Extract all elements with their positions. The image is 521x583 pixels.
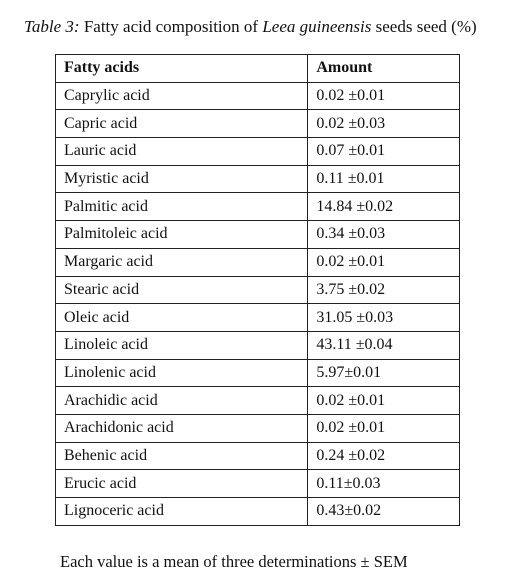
fatty-acid-amount: 0.07 ±0.01 [308, 138, 460, 166]
table-row [56, 414, 460, 442]
fatty-acid-name: Arachidic acid [56, 387, 308, 415]
fatty-acid-amount: 0.02 ±0.01 [308, 414, 460, 442]
fatty-acid-name: Myristic acid [56, 165, 308, 193]
table-row [56, 165, 460, 193]
table-row [56, 470, 460, 498]
fatty-acid-amount: 3.75 ±0.02 [308, 276, 460, 304]
fatty-acid-amount: 31.05 ±0.03 [308, 304, 460, 332]
table-row [56, 110, 460, 138]
fatty-acid-name: Stearic acid [56, 276, 308, 304]
fatty-acid-amount: 14.84 ±0.02 [308, 193, 460, 221]
table-row [56, 442, 460, 470]
fatty-acid-amount: 0.11 ±0.01 [308, 165, 460, 193]
table-row [56, 387, 460, 415]
fatty-acid-name: Linoleic acid [56, 331, 308, 359]
caption-label: Table 3: [24, 17, 80, 36]
column-header-fatty-acids: Fatty acids [56, 55, 308, 83]
table-row [56, 248, 460, 276]
fatty-acid-name: Caprylic acid [56, 82, 308, 110]
fatty-acid-amount: 0.02 ±0.01 [308, 82, 460, 110]
table-row [56, 498, 460, 526]
fatty-acid-name: Margaric acid [56, 248, 308, 276]
fatty-acid-amount: 43.11 ±0.04 [308, 331, 460, 359]
table-row [56, 221, 460, 249]
fatty-acid-amount: 0.02 ±0.01 [308, 387, 460, 415]
table-row [56, 359, 460, 387]
fatty-acid-name: Palmitic acid [56, 193, 308, 221]
caption-species: Leea guineensis [262, 17, 372, 36]
table-header-row [56, 55, 460, 83]
table-row [56, 82, 460, 110]
table-row [56, 304, 460, 332]
table-row [56, 193, 460, 221]
column-header-amount: Amount [308, 55, 460, 83]
table-caption [24, 17, 477, 37]
table-row [56, 138, 460, 166]
fatty-acid-amount: 0.43±0.02 [308, 498, 460, 526]
caption-text-post: seeds seed (%) [371, 17, 477, 36]
fatty-acid-name: Behenic acid [56, 442, 308, 470]
fatty-acid-amount: 0.11±0.03 [308, 470, 460, 498]
fatty-acid-amount: 0.02 ±0.03 [308, 110, 460, 138]
fatty-acid-name: Lauric acid [56, 138, 308, 166]
fatty-acid-amount: 0.24 ±0.02 [308, 442, 460, 470]
table-row [56, 276, 460, 304]
caption-text-pre: Fatty acid composition of [79, 17, 263, 36]
table-row [56, 331, 460, 359]
fatty-acid-amount: 5.97±0.01 [308, 359, 460, 387]
table-footnote: Each value is a mean of three determinations ± SEM [60, 552, 408, 571]
fatty-acid-name: Erucic acid [56, 470, 308, 498]
fatty-acid-table [55, 54, 460, 526]
fatty-acid-name: Palmitoleic acid [56, 221, 308, 249]
fatty-acid-name: Oleic acid [56, 304, 308, 332]
fatty-acid-name: Linolenic acid [56, 359, 308, 387]
fatty-acid-name: Arachidonic acid [56, 414, 308, 442]
fatty-acid-amount: 0.34 ±0.03 [308, 221, 460, 249]
fatty-acid-name: Capric acid [56, 110, 308, 138]
fatty-acid-amount: 0.02 ±0.01 [308, 248, 460, 276]
fatty-acid-name: Lignoceric acid [56, 498, 308, 526]
